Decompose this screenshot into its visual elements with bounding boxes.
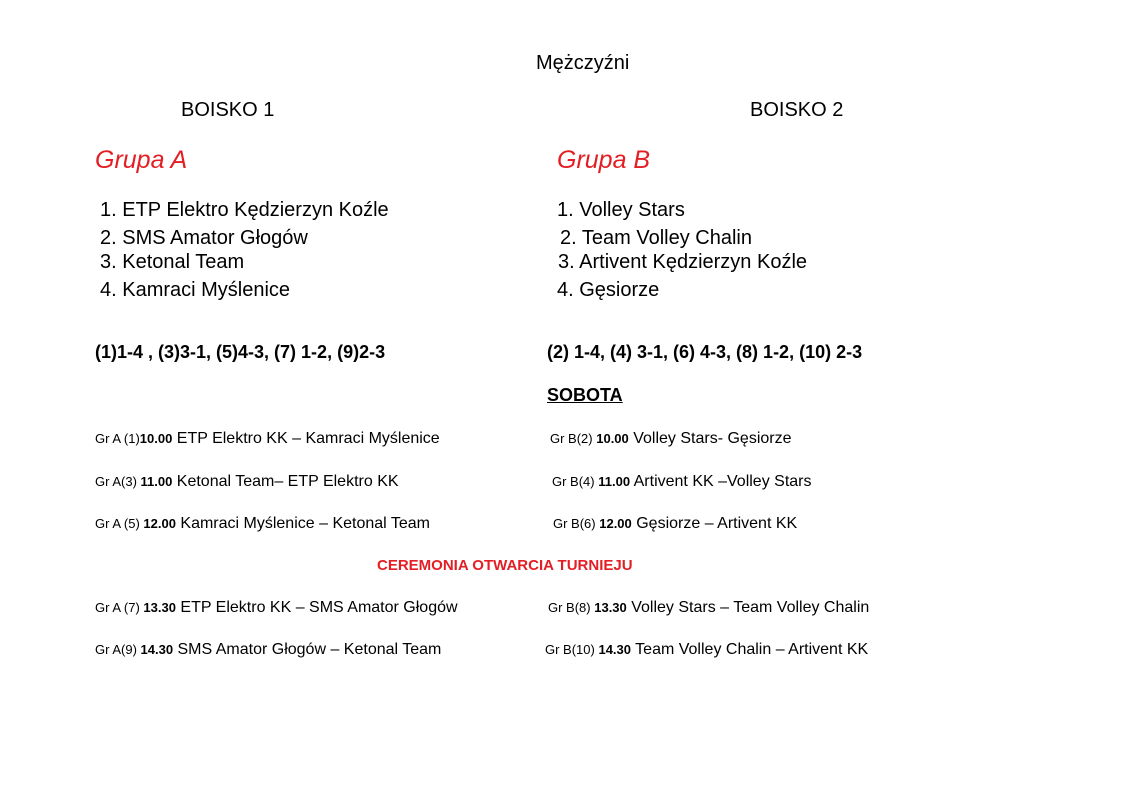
match-row (95, 515, 430, 533)
match-time: 10.00 (596, 431, 629, 446)
match-teams: Volley Stars- Gęsiorze (628, 430, 792, 447)
match-row (552, 473, 811, 491)
match-group: Gr A (7) (95, 600, 144, 615)
match-row (95, 599, 458, 617)
match-teams: Gęsiorze – Artivent KK (631, 515, 798, 532)
match-row (550, 430, 792, 448)
match-time: 14.30 (598, 642, 632, 657)
group-b-team-2: 2. Team Volley Chalin (560, 227, 752, 249)
match-row (545, 641, 868, 659)
group-a-team-3: 3. Ketonal Team (100, 251, 245, 273)
day-heading: SOBOTA (547, 385, 623, 405)
match-time: 10.00 (139, 431, 173, 446)
group-b-team-1: 1. Volley Stars (557, 199, 685, 221)
match-time: 14.30 (140, 642, 174, 657)
group-b-team-3: 3. Artivent Kędzierzyn Koźle (558, 251, 808, 273)
match-teams: Team Volley Chalin – Artivent KK (631, 641, 869, 658)
group-a-team-4: 4. Kamraci Myślenice (100, 279, 291, 301)
match-group: Gr B(8) (548, 600, 595, 615)
opening-ceremony-label: CEREMONIA OTWARCIA TURNIEJU (377, 557, 633, 574)
match-group: Gr A (1) (95, 431, 140, 446)
match-row (95, 641, 441, 659)
match-group: Gr B(10) (545, 642, 599, 657)
match-teams: Kamraci Myślenice – Ketonal Team (175, 515, 430, 532)
group-a-team-2: 2. SMS Amator Głogów (100, 227, 308, 249)
match-time: 12.00 (143, 516, 176, 531)
court-1-heading: BOISKO 1 (181, 99, 275, 121)
match-row (95, 473, 399, 491)
match-group: Gr B(4) (552, 474, 599, 489)
group-b-team-4: 4. Gęsiorze (557, 279, 660, 301)
page-title: Mężczyźni (536, 52, 630, 74)
match-time: 11.00 (140, 474, 173, 489)
match-teams: Ketonal Team– ETP Elektro KK (172, 473, 399, 490)
match-group: Gr B(6) (553, 516, 600, 531)
group-b-heading: Grupa B (557, 146, 651, 174)
match-teams: ETP Elektro KK – Kamraci Myślenice (172, 430, 440, 447)
match-teams: ETP Elektro KK – SMS Amator Głogów (175, 599, 458, 616)
match-teams: Volley Stars – Team Volley Chalin (626, 599, 870, 616)
group-a-team-1: 1. ETP Elektro Kędzierzyn Koźle (100, 199, 389, 221)
match-group: Gr A(3) (95, 474, 141, 489)
match-row (95, 430, 440, 448)
court-2-heading: BOISKO 2 (750, 99, 844, 121)
match-row (553, 515, 797, 533)
match-row (548, 599, 869, 617)
match-teams: Artivent KK –Volley Stars (630, 473, 812, 490)
match-group: Gr A(9) (95, 642, 141, 657)
match-group: Gr B(2) (550, 431, 597, 446)
match-group: Gr A (5) (95, 516, 144, 531)
group-b-pairings: (2) 1-4, (4) 3-1, (6) 4-3, (8) 1-2, (10) 2-3 (547, 342, 863, 362)
group-a-pairings: (1)1-4 , (3)3-1, (5)4-3, (7) 1-2, (9)2-3 (95, 342, 386, 362)
match-time: 12.00 (599, 516, 632, 531)
match-time: 13.30 (594, 600, 627, 615)
match-time: 13.30 (143, 600, 176, 615)
match-teams: SMS Amator Głogów – Ketonal Team (173, 641, 442, 658)
group-a-heading: Grupa A (95, 146, 188, 174)
match-time: 11.00 (598, 474, 631, 489)
